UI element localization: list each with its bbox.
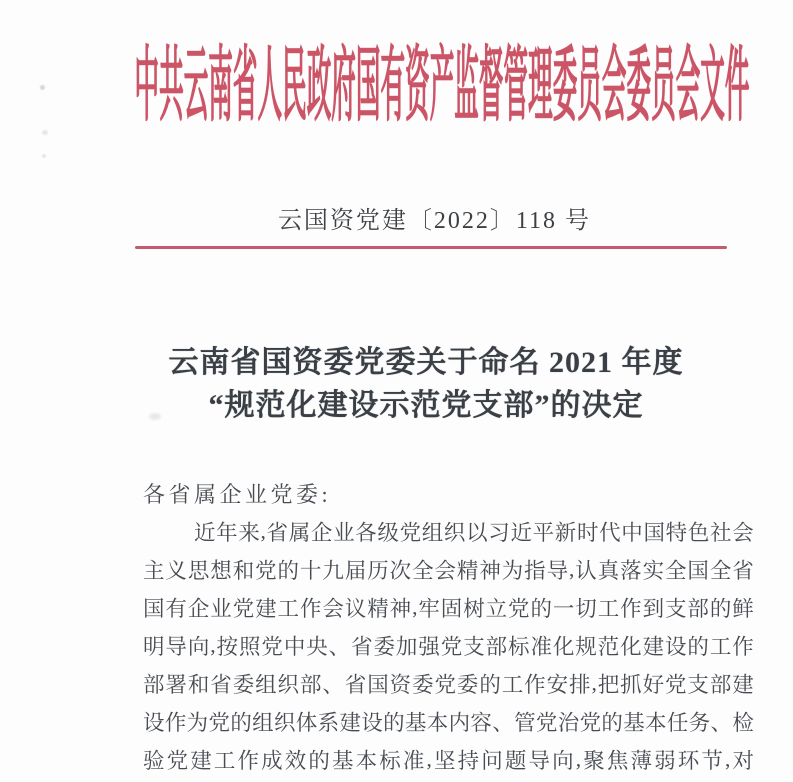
red-divider-line bbox=[135, 246, 727, 249]
doc-title-line2: “规范化建设示范党支部”的决定 bbox=[208, 389, 644, 422]
org-title: 中共云南省人民政府国有资产监督管理委员会委员会文件 bbox=[134, 40, 750, 131]
body-line: 近 年 来 , 省 属 企 业 各 级 党 组 织 以 习 近 平 新 时 代 中 国 特 色 社 会 bbox=[194, 518, 754, 545]
body-paragraph bbox=[143, 512, 754, 778]
letterhead bbox=[134, 40, 750, 131]
salutation: 各省属企业党委: bbox=[143, 481, 332, 507]
doc-title-line1: 云南省国资委党委关于命名 2021 年度 bbox=[168, 346, 684, 379]
body-line: 明 导 向 , 按 照 党 中 央 、 省 委 加 强 党 支 部 标 准 化 规 范 化 建 设 的 工 作 bbox=[143, 632, 754, 659]
scan-speck bbox=[42, 154, 46, 158]
body-line: 主 义 思 想 和 党 的 十 九 届 历 次 全 会 精 神 为 指 导 , 认 真 落 实 全 国 全 省 bbox=[143, 556, 754, 583]
body-block bbox=[143, 474, 754, 778]
scan-smudge bbox=[149, 413, 161, 420]
body-line: 设 作 为 党 的 组 织 体 系 建 设 的 基 本 内 容 、 管 党 治 党 的 基 本 任 务 、 检 bbox=[143, 710, 754, 735]
scan-speck bbox=[42, 130, 48, 135]
body-line: 验 党 建 工 作 成 效 的 基 本 标 准 , 坚 持 问 题 导 向 , 聚 焦 薄 弱 环 节 , 对 bbox=[143, 746, 754, 773]
body-line: 国 有 企 业 党 建 工 作 会 议 精 神 , 牢 固 树 立 党 的 一 切 工 作 到 支 部 的 鲜 bbox=[143, 594, 754, 621]
scan-speck bbox=[40, 85, 45, 90]
doc-number: 云国资党建〔2022〕118 号 bbox=[277, 208, 592, 234]
body-line: 部 署 和 省 委 组 织 部 、 省 国 资 委 党 委 的 工 作 安 排 , 把 抓 好 党 支 部 建 bbox=[143, 670, 754, 697]
doc-title bbox=[96, 341, 756, 427]
